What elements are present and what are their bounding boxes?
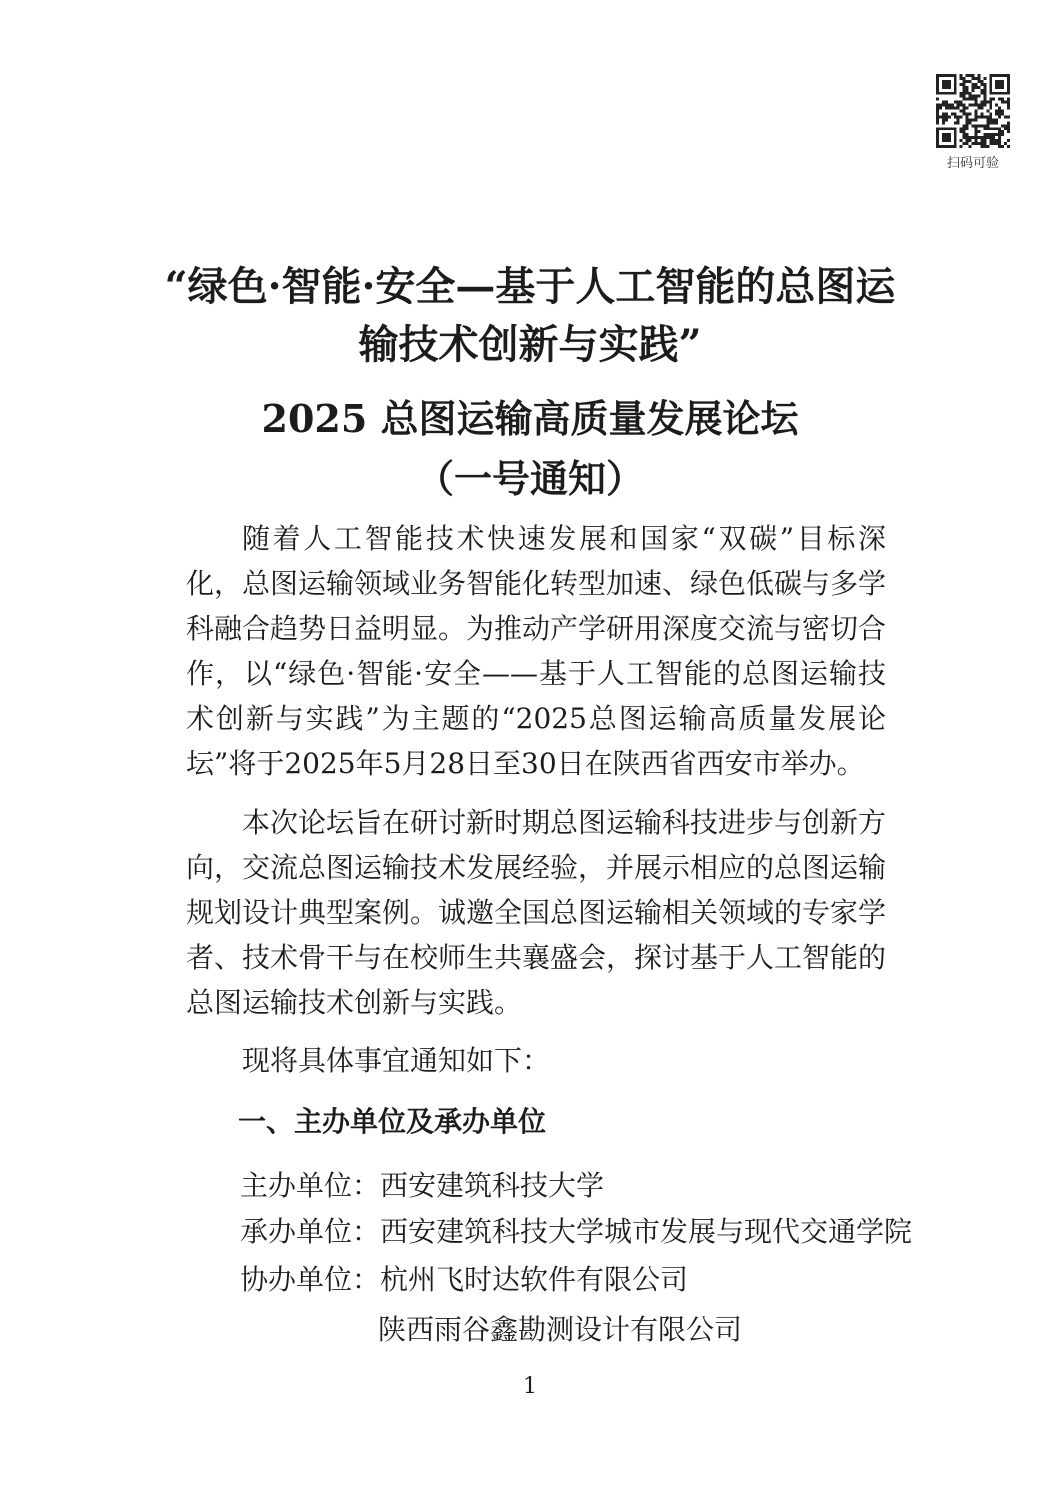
co-organizer-unit-1: 协办单位：杭州飞时达软件有限公司 — [240, 1263, 689, 1296]
intro-paragraph: 随着人工智能技术快速发展和国家“双碳”目标深化，总图运输领域业务智能化转型加速、绿色低碳与多学科融合趋势日益明显。为推动产学研用深度交流与密切合作，以“绿色·智能·安全——基于人工智能的总图运输技术创新与实践”为主题的“2025总图运输高质量发展论坛”将于2025年5月28日至30日在陕西省西安市举办。 — [186, 522, 887, 780]
notice-number: （一号通知） — [415, 456, 644, 501]
title-line-3: 2025 总图运输高质量发展论坛 — [261, 396, 799, 441]
page-number: 1 — [523, 1374, 537, 1399]
title-line-2: 输技术创新与实践” — [358, 321, 702, 368]
title-line-1: “绿色·智能·安全—基于人工智能的总图运 — [164, 263, 896, 310]
organizer-unit: 承办单位：西安建筑科技大学城市发展与现代交通学院 — [240, 1215, 913, 1248]
verification-qr — [936, 74, 1010, 171]
notice-lead-paragraph: 现将具体事宜通知如下： — [242, 1044, 551, 1077]
purpose-paragraph: 本次论坛旨在研讨新时期总图运输科技进步与创新方向，交流总图运输技术发展经验，并展示相应的总图运输规划设计典型案例。诚邀全国总图运输相关领域的专家学者、技术骨干与在校师生共襄盛会，探讨基于人工智能的总图运输技术创新与实践。 — [186, 806, 887, 1019]
qr-code-icon — [936, 74, 1010, 148]
host-unit: 主办单位：西安建筑科技大学 — [240, 1169, 605, 1202]
qr-caption: 扫码可验 — [946, 156, 999, 171]
co-organizer-unit-2: 陕西雨谷鑫勘测设计有限公司 — [378, 1313, 743, 1346]
section-heading-organizers: 一、主办单位及承办单位 — [238, 1105, 547, 1138]
